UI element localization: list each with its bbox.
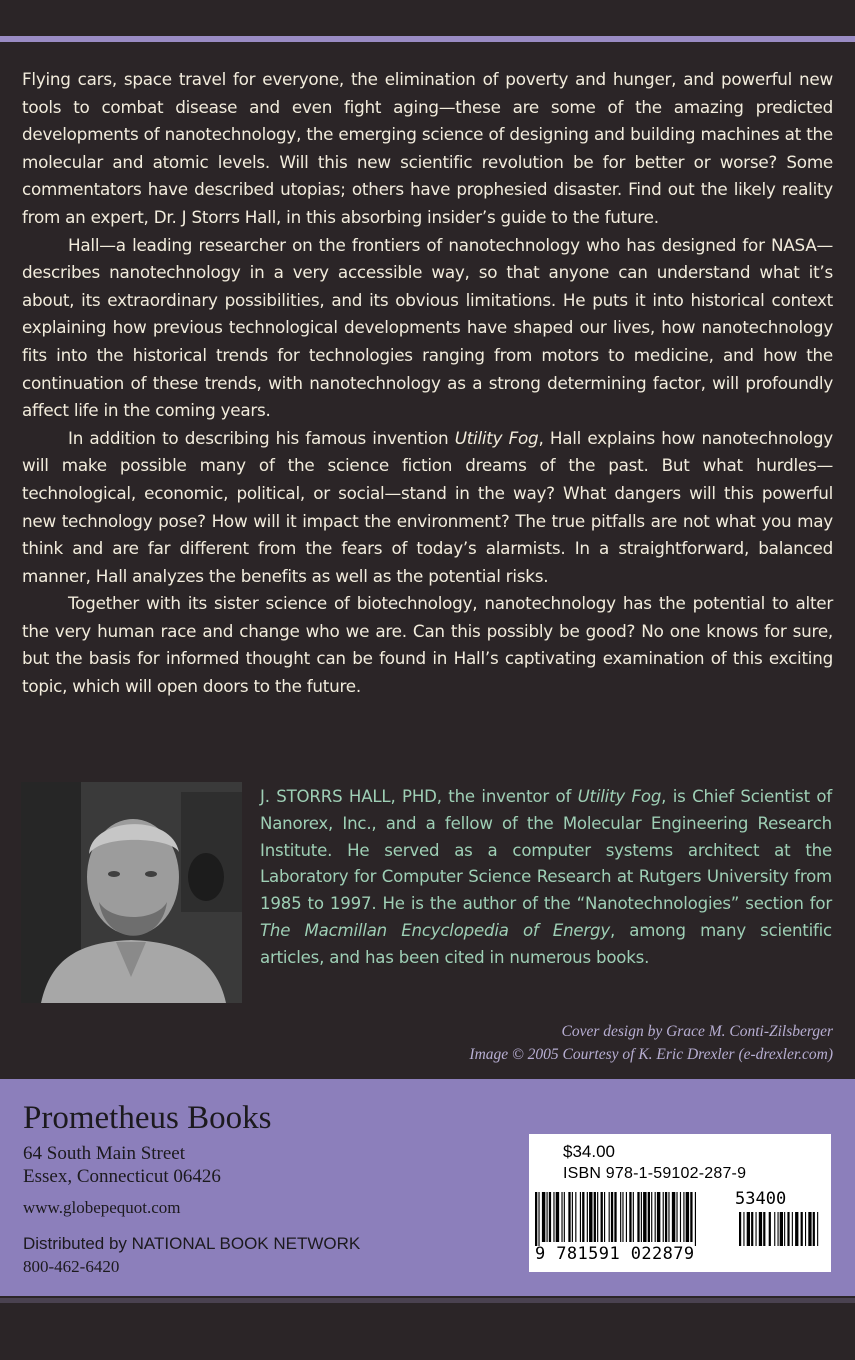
barcode-bar <box>614 1192 616 1242</box>
barcode-bar <box>672 1192 675 1242</box>
barcode-bar <box>626 1192 627 1242</box>
publisher-city: Essex, Connecticut 06426 <box>23 1166 221 1187</box>
barcode-bar <box>549 1192 551 1242</box>
addon-bar <box>801 1212 803 1246</box>
addon-bar <box>774 1212 775 1246</box>
distributor-info <box>23 1232 360 1278</box>
barcode-bar <box>648 1192 650 1242</box>
distributor-phone: 800-462-6420 <box>23 1257 120 1276</box>
barcode-bar <box>651 1192 652 1242</box>
barcode-bar <box>587 1192 588 1242</box>
bio-italic-2: The Macmillan Encyclopedia of Energy <box>260 920 610 940</box>
addon-bar <box>769 1212 771 1246</box>
barcode-addon-number: 53400 <box>735 1189 787 1209</box>
back-cover-blurb <box>22 66 833 701</box>
bottom-accent-stripe <box>0 1298 855 1303</box>
barcode-bar <box>601 1192 603 1242</box>
addon-bar <box>763 1212 765 1246</box>
barcode-bar <box>620 1192 621 1242</box>
barcode-bar <box>665 1192 667 1242</box>
addon-bar <box>743 1212 744 1246</box>
blurb-p3-italic: Utility Fog <box>454 427 539 448</box>
barcode-bar <box>633 1192 634 1242</box>
blurb-paragraph-2: Hall—a leading researcher on the frontiers of nanotechnology who has designed for NASA—describes nanotechnology in a very accessible way, so that anyone can understand what it’s about, its extraordinary possibilities, and its obvious limitations. He puts it into historical context explaining how previous technological developments have shaped our lives, how nanotechnology fits into the historical trends for technologies ranging from motors to medicine, and how the continuation of these trends, with nanotechnology as a strong determining factor, will profoundly affect life in the coming years. <box>22 234 833 421</box>
barcode-bar <box>575 1192 576 1242</box>
isbn-number: ISBN 978-1-59102-287-9 <box>563 1165 747 1182</box>
barcode-bar <box>553 1192 554 1242</box>
author-bio <box>260 784 832 972</box>
bio-part-2: , is Chief Scientist of Nanorex, Inc., and a fellow of the Molecular Engineering Research Institute. He served as a computer systems architect at the Laboratory for Computer Science Research at Rutgers University from 1985 to 1997. He is the author of the “Nanotechnologies” section for <box>260 787 832 914</box>
addon-bar <box>792 1212 793 1246</box>
bio-part-1: J. STORRS HALL, PHD, the inventor of <box>260 787 578 806</box>
addon-bar <box>759 1212 762 1246</box>
blurb-paragraph-1: Flying cars, space travel for everyone, the elimination of poverty and hunger, and powerful new tools to combat disease and even fight aging—these are some of the amazing predicted developments of nanotechnology, the emerging science of designing and building machines at the molecular and atomic levels. Will this new scientific revolution be for better or worse? Some commentators have described utopias; others have prophesied disaster. Find out the likely reality from an expert, Dr. J Storrs Hall, in this absorbing insider’s guide to the future. <box>22 69 833 227</box>
cover-design-credit: Cover design by Grace M. Conti-Zilsberger <box>561 1023 833 1040</box>
isbn-barcode <box>529 1134 831 1272</box>
publisher-name: Prometheus Books <box>23 1100 272 1136</box>
addon-bar <box>739 1212 741 1246</box>
publisher-address <box>23 1142 221 1188</box>
barcode-bar <box>680 1192 681 1242</box>
book-price: $34.00 <box>563 1142 615 1161</box>
addon-bar <box>805 1212 806 1246</box>
barcode-bar <box>663 1192 664 1242</box>
author-portrait-graphic <box>21 782 242 1003</box>
barcode-bar <box>589 1192 592 1242</box>
bio-part-3: , among many scientific articles, and has been cited in numerous books. <box>260 920 832 967</box>
barcode-bar <box>676 1192 677 1242</box>
barcode-bar <box>643 1192 646 1242</box>
barcode-bar <box>561 1192 562 1242</box>
distributor-line: Distributed by NATIONAL BOOK NETWORK <box>23 1234 361 1253</box>
addon-bar <box>817 1212 818 1246</box>
bottom-band <box>0 1296 855 1360</box>
barcode-bar <box>622 1192 623 1242</box>
bio-italic-1: Utility Fog <box>577 787 662 806</box>
blurb-p3-end: , Hall explains how nanotechnology will make possible many of the science fiction dreams of the past. But what hurdles—technological, economic, political, or social—stand in the way? What dangers will this powerful new technology pose? How will it impact the environment? The true pitfalls are not what you may think and are far different from the fears of today’s alarmists. In a straightforward, balanced manner, Hall analyzes the benefits as well as the potential risks. <box>22 427 833 586</box>
barcode-bar <box>641 1192 642 1242</box>
addon-bar <box>780 1212 783 1246</box>
barcode-bar <box>564 1192 565 1242</box>
barcode-bar <box>542 1192 545 1242</box>
barcode-bar <box>609 1192 610 1242</box>
blurb-paragraph-3 <box>22 425 833 591</box>
top-accent-stripe <box>0 36 855 42</box>
barcode-bars-graphic <box>535 1192 825 1246</box>
barcode-bar <box>535 1192 537 1246</box>
barcode-bar <box>657 1192 660 1242</box>
addon-bar <box>787 1212 789 1246</box>
publisher-street: 64 South Main Street <box>23 1143 186 1164</box>
author-photo <box>21 782 242 1003</box>
barcode-digits: 9 781591 022879 <box>535 1244 695 1264</box>
blurb-paragraph-4: Together with its sister science of biotechnology, nanotechnology has the potential to alter the very human race and change who we are. Can this possibly be good? No one knows for sure, but the basis for informed thought can be found in Hall’s captivating examination of this exciting topic, which will open doors to the future. <box>22 593 833 697</box>
addon-bar <box>751 1212 753 1246</box>
addon-bar <box>756 1212 757 1246</box>
barcode-bar <box>668 1192 669 1242</box>
addon-bar <box>813 1212 815 1246</box>
cover-credits <box>469 1020 833 1066</box>
barcode-bar <box>538 1192 539 1246</box>
addon-bar <box>795 1212 798 1246</box>
image-credit: Image © 2005 Courtesy of K. Eric Drexler (e-drexler.com) <box>469 1046 833 1063</box>
barcode-bar <box>686 1192 689 1242</box>
barcode-bar <box>556 1192 559 1242</box>
barcode-bar <box>690 1192 692 1242</box>
barcode-bar <box>611 1192 613 1242</box>
barcode-bar <box>580 1192 581 1242</box>
addon-bar <box>747 1212 750 1246</box>
barcode-bar <box>597 1192 598 1242</box>
barcode-bar <box>604 1192 605 1242</box>
publisher-website: www.globepequot.com <box>23 1198 181 1217</box>
addon-bar <box>778 1212 779 1246</box>
barcode-bar <box>695 1192 696 1246</box>
barcode-bar <box>637 1192 639 1242</box>
barcode-bar <box>683 1192 684 1242</box>
barcode-bar <box>629 1192 631 1242</box>
barcode-bar <box>594 1192 596 1242</box>
blurb-p3-start: In addition to describing his famous invention <box>68 427 455 448</box>
barcode-bar <box>655 1192 656 1242</box>
barcode-bar <box>572 1192 573 1242</box>
addon-bar <box>808 1212 811 1246</box>
barcode-bar <box>568 1192 570 1242</box>
barcode-bar <box>582 1192 584 1242</box>
barcode-bar <box>547 1192 548 1242</box>
addon-bar <box>784 1212 785 1246</box>
